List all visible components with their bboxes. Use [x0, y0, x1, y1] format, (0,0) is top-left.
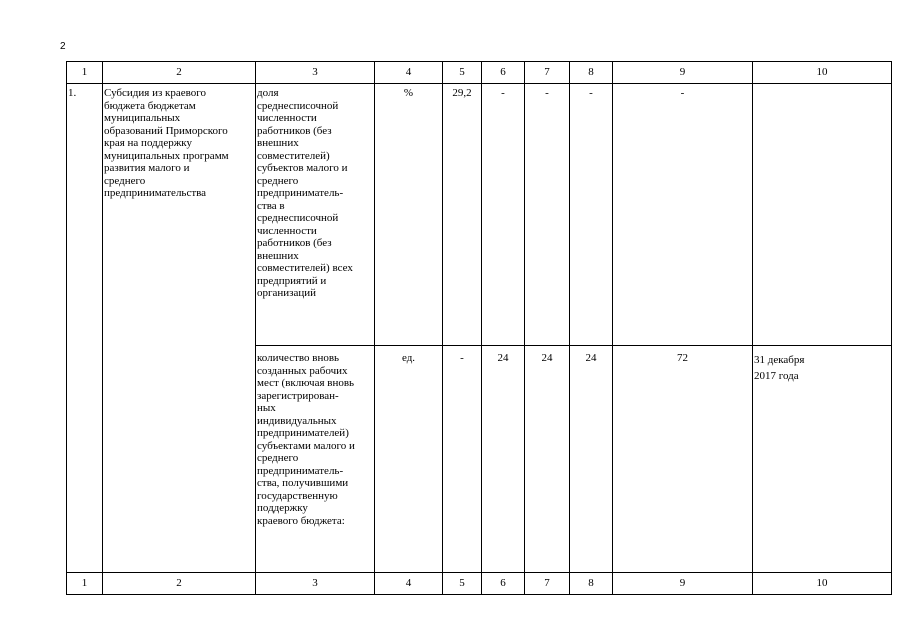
value-cell: 24	[570, 346, 613, 573]
footer-cell: 6	[482, 573, 525, 595]
value-cell: -	[613, 84, 753, 346]
header-cell: 5	[443, 62, 482, 84]
header-row	[67, 62, 892, 84]
header-cell: 1	[67, 62, 103, 84]
header-cell: 3	[256, 62, 375, 84]
header-cell: 6	[482, 62, 525, 84]
footer-cell: 3	[256, 573, 375, 595]
footer-cell: 10	[753, 573, 892, 595]
row-number: 1.	[67, 84, 103, 573]
footer-cell: 5	[443, 573, 482, 595]
measure-name: Субсидия из краевого бюджета бюджетам муниципальных образований Приморского края на поддержку муниципальных программ развития малого и среднего предпринимательства	[103, 84, 256, 573]
value-cell: -	[525, 84, 570, 346]
value-cell: -	[570, 84, 613, 346]
unit-cell: %	[375, 84, 443, 346]
deadline-cell	[753, 84, 892, 346]
footer-cell: 7	[525, 573, 570, 595]
value-cell: 24	[482, 346, 525, 573]
footer-cell: 9	[613, 573, 753, 595]
indicators-table	[66, 61, 892, 595]
footer-cell: 8	[570, 573, 613, 595]
footer-cell: 2	[103, 573, 256, 595]
value-cell: -	[482, 84, 525, 346]
page-number: 2	[60, 41, 66, 52]
header-cell: 2	[103, 62, 256, 84]
indicator-text: доля среднесписочной численности работников (без внешних совместителей) субъектов малого и среднего предприниматель- ства в среднесписочной численности работников (без внешних совместителей) всех предприятий и организаций	[256, 84, 375, 346]
header-cell: 8	[570, 62, 613, 84]
value-cell: 29,2	[443, 84, 482, 346]
footer-row	[67, 573, 892, 595]
value-cell: 24	[525, 346, 570, 573]
indicator-text: количество вновь созданных рабочих мест (включая вновь зарегистрирован- ных индивидуальных предпринимателей) субъектами малого и среднего предприниматель- ства, получившими государственную поддержку краевого бюджета:	[256, 346, 375, 573]
header-cell: 4	[375, 62, 443, 84]
footer-cell: 4	[375, 573, 443, 595]
deadline-cell: 31 декабря 2017 года	[753, 346, 892, 573]
table-row	[67, 84, 892, 346]
value-cell: 72	[613, 346, 753, 573]
unit-cell: ед.	[375, 346, 443, 573]
header-cell: 9	[613, 62, 753, 84]
header-cell: 7	[525, 62, 570, 84]
value-cell: -	[443, 346, 482, 573]
header-cell: 10	[753, 62, 892, 84]
footer-cell: 1	[67, 573, 103, 595]
